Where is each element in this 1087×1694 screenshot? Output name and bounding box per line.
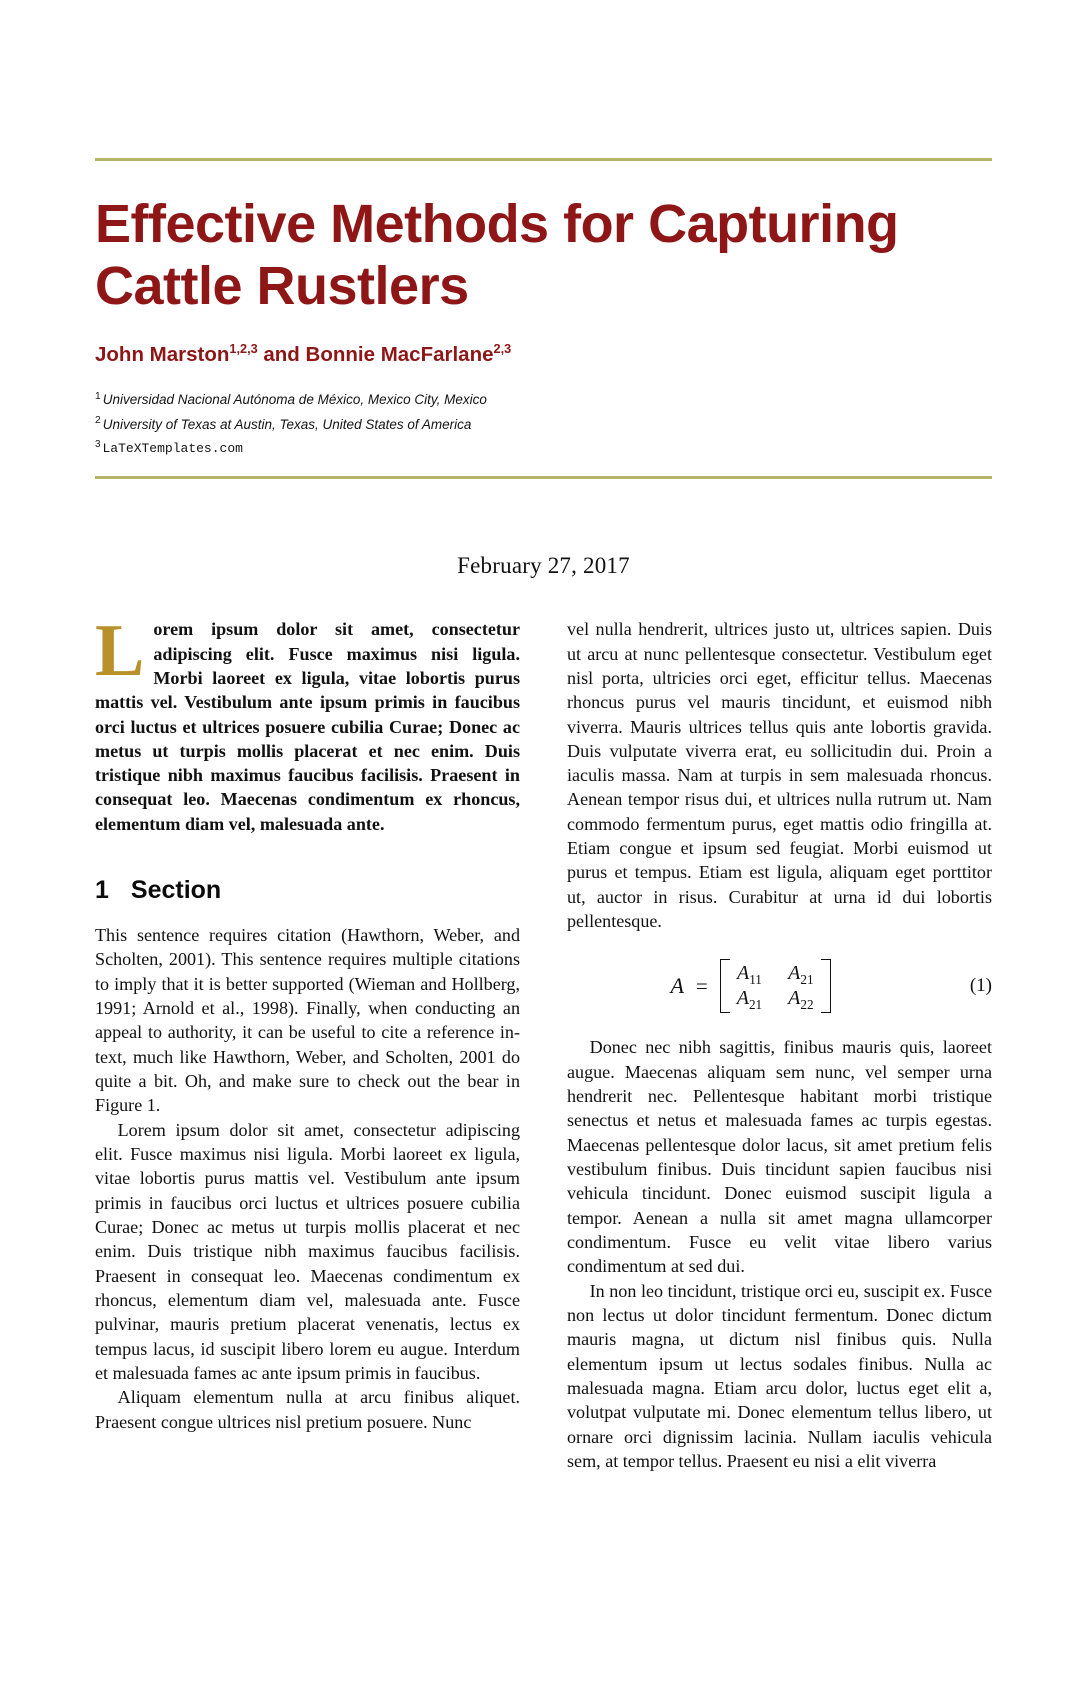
affiliation-marker: 2	[95, 415, 101, 427]
matrix-cell-subscript: 11	[749, 972, 762, 988]
equation-lhs: A	[670, 973, 684, 999]
affiliation-item	[95, 390, 992, 408]
header-rule-top	[95, 158, 992, 161]
equation-number: (1)	[969, 975, 992, 997]
matrix-cell-base: A	[788, 987, 801, 1010]
section-number: 1	[95, 876, 109, 905]
paragraph: This sentence requires citation (Hawthorn, Weber, and Scholten, 2001). This sentence requires multiple citations to imply that it is better supported (Wieman and Hollberg, 1991; Arnold et al., 1998). Finally, when conducting an appeal to authority, it can be useful to cite a reference in-text, much like Hawthorn, Weber, and Scholten, 2001 do quite a bit. Oh, and make sure to check out the bear in Figure 1.	[95, 925, 520, 1116]
matrix	[720, 959, 831, 1013]
matrix-cell	[736, 987, 763, 1013]
affiliation-item	[95, 415, 992, 432]
page-title: Effective Methods for Capturing Cattle Rustlers	[95, 194, 899, 317]
matrix-left-bracket	[720, 959, 730, 1013]
affiliation-text: University of Texas at Austin, Texas, United States of America	[102, 416, 472, 432]
header-rule-bottom	[95, 476, 992, 479]
paragraph: Lorem ipsum dolor sit amet, consectetur adipiscing elit. Fusce maximus nisi ligula. Morbi laoreet ex ligula, vitae lobortis purus mattis vel. Vestibulum ante ipsum primis in faucibus orci luctus et ultrices posuere cubilia Curae; Donec ac metus ut turpis mollis placerat et nec enim. Duis tristique nibh maximus faucibus facilisis. Praesent in consequat leo. Maecenas condimentum ex rhoncus, elementum diam vel, malesuada ante. Fusce pulvinar, mauris pretium placerat venenatis, lectus ex tempus lacus, id suscipit libero lorem eu augue. Interdum et malesuada fames ac ante ipsum primis in faucibus.	[95, 1119, 520, 1384]
matrix-cell-subscript: 21	[748, 997, 763, 1013]
matrix-cell-base: A	[788, 962, 801, 985]
section-title: Section	[130, 876, 222, 905]
matrix-cell	[736, 962, 762, 988]
author-name-1: John Marston	[95, 343, 230, 367]
paragraph: Donec nec nibh sagittis, finibus mauris quis, laoreet augue. Maecenas aliquam sem nunc, vel semper urna hendrerit nec. Pellentesque habitant morbi tristique senectus et netus et malesuada fames ac turpis egestas. Maecenas pellentesque dolor lacus, sit amet pretium felis vestibulum finibus. Duis tincidunt sapien faucibus nisi vehicula tincidunt. Donec euismod suscipit ligula a tempor. Aenean a nulla sit amet magna ullamcorper condimentum. Fusce eu velit vitae libero varius condimentum at sed dui.	[567, 1037, 992, 1277]
left-column	[95, 610, 520, 1473]
matrix-right-bracket	[821, 959, 831, 1013]
affiliation-marker: 1	[95, 390, 101, 402]
author-affil-marker-2: 2,3	[493, 341, 512, 357]
author-list	[95, 343, 992, 367]
paragraph: Aliquam elementum nulla at arcu finibus aliquet. Praesent congue ultrices nisl pretium posuere. Nunc	[95, 1387, 520, 1432]
equation-1	[567, 959, 992, 1013]
author-name-2: Bonnie MacFarlane	[305, 343, 494, 367]
right-column	[567, 617, 992, 1473]
abstract-text: orem ipsum dolor sit amet, consectetur adipiscing elit. Fusce maximus nisi ligula. Morbi laoreet ex ligula, vitae lobortis purus mattis vel. Vestibulum ante ipsum primis in faucibus orci luctus et ultrices posuere cubilia Curae; Donec ac metus ut turpis mollis placerat et nec enim. Duis tristique nibh maximus faucibus facilisis. Praesent in consequat leo. Maecenas condimentum ex rhoncus, elementum diam vel, malesuada ante.	[95, 619, 520, 834]
matrix-cell-subscript: 22	[800, 997, 814, 1013]
affiliation-marker: 3	[95, 438, 101, 450]
author-affil-marker-1: 1,2,3	[229, 341, 258, 357]
paragraph: In non leo tincidunt, tristique orci eu, suscipit ex. Fusce non lectus ut dolor tincidunt fermentum. Donec dictum mauris magna, ut dictum nisl finibus quis. Nulla elementum ipsum ut lectus sodales finibus. Nulla ac malesuada magna. Etiam arcu dolor, luctus eget elit a, volutpat vulputate mi. Donec elementum tellus libero, ut ornare orci dignissim lacinia. Nullam iaculis vehicula sem, at tempor tellus. Praesent eu nisi a elit viverra	[567, 1280, 992, 1472]
affiliation-text: Universidad Nacional Autónoma de México, Mexico City, Mexico	[102, 392, 487, 408]
equation-body	[567, 959, 934, 1013]
publication-date: February 27, 2017	[457, 553, 630, 579]
matrix-cell-subscript: 21	[800, 972, 814, 988]
equation-relation: =	[695, 973, 708, 998]
abstract-paragraph	[95, 610, 520, 836]
paragraph: vel nulla hendrerit, ultrices justo ut, ultrices sapien. Duis ut arcu at nunc pellentesque consectetur. Vestibulum eget nisl porta, ultricies orci eget, efficitur tellus. Maecenas rhoncus purus vel mauris tincidunt, et euismod nibh viverra. Mauris ultrices tellus quis ante lobortis gravida. Duis vulputate viverra erat, eu sollicitudin dui. Proin a iaculis massa. Nam at turpis in sem malesuada rhoncus. Aenean tempor risus dui, et ultrices nulla rutrum ut. Nam commodo fermentum purus, eget mattis odio fringilla at. Etiam congue et ipsum sed feugiat. Morbi euismod ut purus et tempus. Etiam est ligula, aliquam eget porttitor ut, auctor in risus. Curabitur at urna id dui lobortis pellentesque.	[567, 619, 992, 932]
author-conjunction: and	[263, 343, 300, 367]
abstract-dropcap: L	[95, 610, 145, 693]
paper-page	[0, 158, 1087, 1694]
matrix-cell-base: A	[736, 962, 750, 985]
affiliation-text: LaTeXTemplates.com	[102, 441, 243, 457]
affiliation-list	[95, 390, 992, 457]
affiliation-item	[95, 438, 992, 457]
matrix-cell	[788, 987, 814, 1013]
section-heading	[95, 876, 520, 905]
body-columns	[95, 610, 992, 1473]
matrix-cell	[788, 962, 814, 988]
matrix-cell-base: A	[736, 987, 749, 1010]
matrix-cells	[730, 959, 821, 1013]
